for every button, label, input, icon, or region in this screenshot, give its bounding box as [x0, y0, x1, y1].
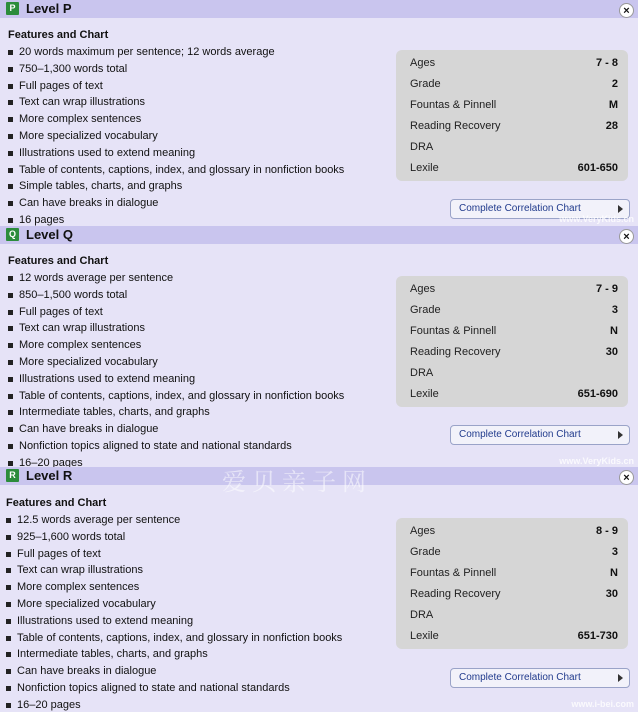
correlation-value: 3	[611, 304, 618, 316]
list-item: Nonfiction topics aligned to state and national standards	[8, 438, 344, 455]
correlation-label: DRA	[410, 609, 434, 621]
arrow-right-icon	[618, 674, 623, 682]
correlation-label: Ages	[410, 283, 436, 295]
correlation-value: 601-650	[577, 162, 618, 174]
close-icon[interactable]: ×	[619, 229, 634, 244]
correlation-label: Grade	[410, 304, 441, 316]
list-item: More specialized vocabulary	[6, 596, 342, 613]
correlation-row-reading-recovery	[410, 116, 618, 137]
correlation-row-ages	[410, 521, 618, 542]
list-item: Can have breaks in dialogue	[8, 195, 344, 212]
correlation-value: 30	[605, 346, 618, 358]
correlation-value: 8 - 9	[595, 525, 618, 537]
features-list	[8, 44, 344, 226]
features-list	[8, 270, 344, 467]
close-icon[interactable]: ×	[619, 3, 634, 18]
list-item: Table of contents, captions, index, and glossary in nonfiction books	[8, 388, 344, 405]
level-panel-p	[0, 0, 638, 226]
correlation-box	[396, 276, 628, 407]
correlation-label: Lexile	[410, 388, 439, 400]
close-icon[interactable]: ×	[619, 470, 634, 485]
correlation-label: Grade	[410, 546, 441, 558]
list-item: Nonfiction topics aligned to state and national standards	[6, 680, 342, 697]
button-label: Complete Correlation Chart	[459, 203, 581, 214]
correlation-label: Reading Recovery	[410, 346, 501, 358]
correlation-row-reading-recovery	[410, 342, 618, 363]
arrow-right-icon	[618, 205, 623, 213]
correlation-row-ages	[410, 279, 618, 300]
level-panel-r	[0, 467, 638, 712]
correlation-label: Fountas & Pinnell	[410, 567, 497, 579]
watermark: www.VeryKids.cn	[559, 214, 634, 224]
correlation-row-grade	[410, 74, 618, 95]
correlation-value: 28	[605, 120, 618, 132]
correlation-row-lexile	[410, 158, 618, 179]
list-item: Text can wrap illustrations	[6, 562, 342, 579]
correlation-row-lexile	[410, 384, 618, 405]
watermark: www.i-bei.com	[571, 699, 634, 709]
watermark: www.VeryKids.cn	[559, 456, 634, 466]
list-item: 750–1,300 words total	[8, 61, 344, 78]
list-item: Simple tables, charts, and graphs	[8, 178, 344, 195]
list-item: Can have breaks in dialogue	[8, 421, 344, 438]
complete-correlation-chart-button[interactable]	[450, 668, 630, 688]
correlation-row-grade	[410, 300, 618, 321]
correlation-row-dra	[410, 137, 618, 158]
level-panel-q	[0, 226, 638, 467]
button-label: Complete Correlation Chart	[459, 429, 581, 440]
level-title: Level R	[26, 468, 73, 483]
correlation-value: 651-730	[577, 630, 618, 642]
level-header	[0, 0, 638, 18]
list-item: 12.5 words average per sentence	[6, 512, 342, 529]
correlation-value: 651-690	[577, 388, 618, 400]
list-item: 16–20 pages	[6, 697, 342, 712]
list-item: More specialized vocabulary	[8, 128, 344, 145]
list-item: Table of contents, captions, index, and glossary in nonfiction books	[8, 162, 344, 179]
correlation-label: Grade	[410, 78, 441, 90]
list-item: 925–1,600 words total	[6, 529, 342, 546]
list-item: 20 words maximum per sentence; 12 words average	[8, 44, 344, 61]
correlation-label: Reading Recovery	[410, 120, 501, 132]
list-item: Illustrations used to extend meaning	[8, 371, 344, 388]
list-item: 16 pages	[8, 212, 344, 226]
list-item: Table of contents, captions, index, and glossary in nonfiction books	[6, 630, 342, 647]
features-list	[6, 512, 342, 712]
level-badge-icon: P	[6, 2, 19, 15]
level-header	[0, 226, 638, 244]
correlation-row-fountas-pinnell	[410, 95, 618, 116]
correlation-value: M	[608, 99, 618, 111]
correlation-row-dra	[410, 363, 618, 384]
correlation-value: 7 - 8	[595, 57, 618, 69]
correlation-row-grade	[410, 542, 618, 563]
list-item: 12 words average per sentence	[8, 270, 344, 287]
complete-correlation-chart-button[interactable]	[450, 425, 630, 445]
list-item: Text can wrap illustrations	[8, 320, 344, 337]
list-item: Text can wrap illustrations	[8, 94, 344, 111]
correlation-label: Lexile	[410, 630, 439, 642]
correlation-row-fountas-pinnell	[410, 563, 618, 584]
correlation-label: Lexile	[410, 162, 439, 174]
list-item: More complex sentences	[6, 579, 342, 596]
correlation-row-lexile	[410, 626, 618, 647]
list-item: Full pages of text	[8, 304, 344, 321]
list-item: Full pages of text	[6, 546, 342, 563]
correlation-row-fountas-pinnell	[410, 321, 618, 342]
list-item: 16–20 pages	[8, 455, 344, 467]
features-title: Features and Chart	[8, 29, 109, 41]
correlation-label: Reading Recovery	[410, 588, 501, 600]
features-title: Features and Chart	[8, 255, 109, 267]
list-item: More specialized vocabulary	[8, 354, 344, 371]
list-item: Intermediate tables, charts, and graphs	[8, 404, 344, 421]
list-item: More complex sentences	[8, 337, 344, 354]
correlation-value: N	[610, 325, 618, 337]
correlation-label: DRA	[410, 367, 434, 379]
overlay-watermark: 爱贝亲子网	[222, 468, 372, 496]
correlation-value: 2	[611, 78, 618, 90]
button-label: Complete Correlation Chart	[459, 672, 581, 683]
correlation-label: Ages	[410, 525, 436, 537]
correlation-value: 30	[605, 588, 618, 600]
list-item: 850–1,500 words total	[8, 287, 344, 304]
correlation-label: DRA	[410, 141, 434, 153]
level-title: Level Q	[26, 227, 73, 242]
arrow-right-icon	[618, 431, 623, 439]
correlation-label: Fountas & Pinnell	[410, 325, 497, 337]
level-title: Level P	[26, 1, 72, 16]
list-item: Intermediate tables, charts, and graphs	[6, 646, 342, 663]
list-item: Full pages of text	[8, 78, 344, 95]
list-item: Illustrations used to extend meaning	[6, 613, 342, 630]
correlation-row-dra	[410, 605, 618, 626]
correlation-value: 7 - 9	[595, 283, 618, 295]
level-badge-icon: R	[6, 469, 19, 482]
correlation-label: Ages	[410, 57, 436, 69]
correlation-row-ages	[410, 53, 618, 74]
correlation-label: Fountas & Pinnell	[410, 99, 497, 111]
list-item: Can have breaks in dialogue	[6, 663, 342, 680]
correlation-value: 3	[611, 546, 618, 558]
level-badge-icon: Q	[6, 228, 19, 241]
list-item: More complex sentences	[8, 111, 344, 128]
correlation-box	[396, 50, 628, 181]
features-title: Features and Chart	[6, 497, 107, 509]
list-item: Illustrations used to extend meaning	[8, 145, 344, 162]
correlation-row-reading-recovery	[410, 584, 618, 605]
correlation-value: N	[610, 567, 618, 579]
correlation-box	[396, 518, 628, 649]
